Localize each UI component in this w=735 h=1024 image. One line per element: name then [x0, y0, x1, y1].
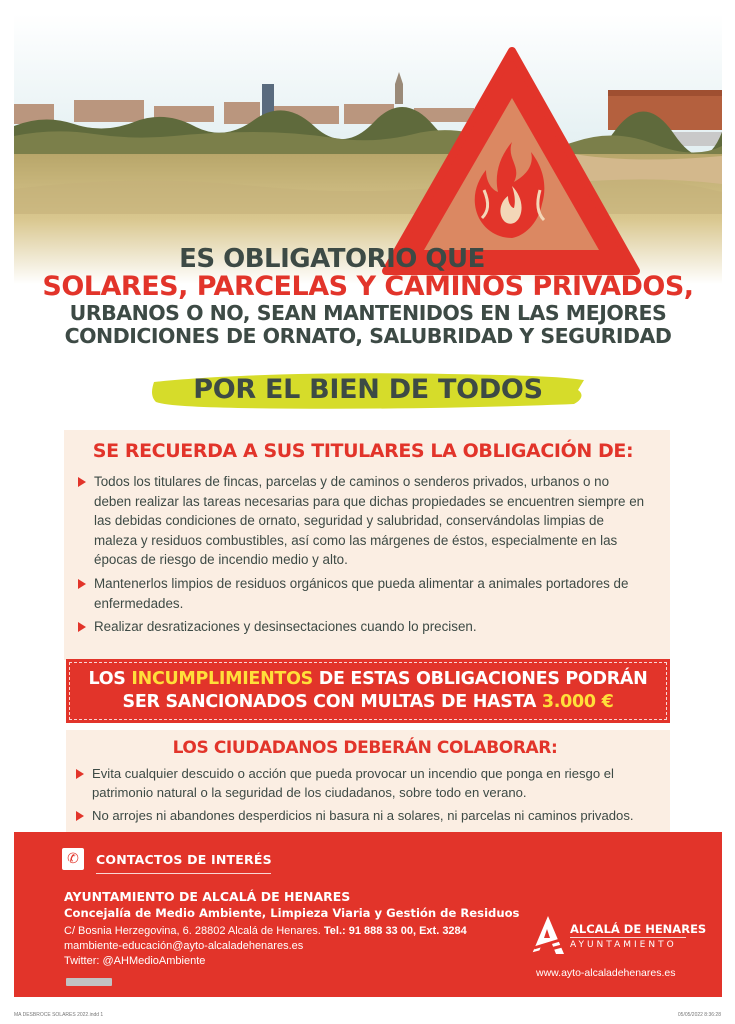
headline-line-1: ES OBLIGATORIO QUE — [179, 244, 485, 274]
print-timestamp: 05/05/2022 8:36:28 — [677, 1012, 721, 1018]
headline — [14, 246, 722, 347]
bullet-triangle-icon — [76, 769, 84, 779]
bullet-triangle-icon — [76, 811, 84, 821]
headline-line-3: URBANOS O NO, SEAN MANTENIDOS EN LAS MEJORES — [69, 301, 667, 326]
headline-line-4: CONDICIONES DE ORNATO, SALUBRIDAD Y SEGURIDAD — [64, 323, 672, 348]
list-item: No arrojes ni abandones desperdicios ni basura ni a solares, ni parcelas ni caminos privados. — [74, 806, 656, 825]
poster — [14, 14, 722, 1010]
bullet-triangle-icon — [78, 622, 86, 632]
concejalia-name: Concejalía de Medio Ambiente, Limpieza Viaria y Gestión de Residuos — [64, 906, 520, 920]
citizens-title: LOS CIUDADANOS DEBERÁN COLABORAR: — [172, 738, 558, 758]
address: C/ Bosnia Herzegovina, 6. 28802 Alcalá de Henares. Tel.: 91 888 33 00, Ext. 3284 — [64, 925, 467, 937]
bullet-triangle-icon — [78, 477, 86, 487]
phone-icon: ✆ — [62, 848, 84, 870]
sanction-banner — [66, 659, 670, 723]
divider — [96, 873, 271, 874]
small-logo — [66, 978, 112, 986]
alcala-logo-icon — [530, 914, 570, 958]
slogan-banner — [148, 368, 588, 414]
contacts-title: CONTACTOS DE INTERÉS — [96, 851, 272, 867]
reminder-title: SE RECUERDA A SUS TITULARES LA OBLIGACIÓN DE: — [92, 440, 634, 462]
footer — [14, 832, 722, 997]
highlight-incumplimientos: INCUMPLIMIENTOS — [131, 669, 313, 689]
list-item: Todos los titulares de fincas, parcelas y de caminos o senderos privados, urbanos o no deben realizar las tareas necesarias para que dichas propiedades se encuentren siempre en las debidas condiciones de ornato, seguridad y salubridad, conservándolas limpias de maleza y residuos combustibles, así como las márgenes de éstos, especialmente en las épocas de riesgo de incendio medio y alto. — [76, 472, 650, 570]
brand-subtitle: AYUNTAMIENTO — [570, 940, 677, 950]
citizens-box — [66, 730, 670, 836]
citizens-list — [74, 764, 656, 825]
list-item: Mantenerlos limpios de residuos orgánicos que pueda alimentar a animales portadores de enfermedades. — [76, 574, 650, 613]
headline-line-2: SOLARES, PARCELAS Y CAMINOS PRIVADOS, — [42, 270, 694, 302]
email-link[interactable]: mambiente-educación@ayto-alcaladehenares.es — [64, 940, 304, 952]
ayuntamiento-name: AYUNTAMIENTO DE ALCALÁ DE HENARES — [64, 889, 351, 904]
highlight-fine-amount: 3.000 € — [541, 692, 614, 712]
sanction-text: LOS INCUMPLIMIENTOS DE ESTAS OBLIGACIONES PODRÁN SER SANCIONADOS CON MULTAS DE HASTA 3.000 € — [88, 669, 648, 712]
divider — [570, 937, 686, 938]
print-slug — [0, 1010, 735, 1024]
list-item: Evita cualquier descuido o acción que pueda provocar un incendio que ponga en riesgo el patrimonio natural o la seguridad de los ciudadanos, sobre todo en verano. — [74, 764, 656, 802]
bullet-triangle-icon — [78, 579, 86, 589]
reminder-box — [64, 430, 670, 660]
reminder-list — [76, 472, 650, 637]
alcala-logo — [530, 914, 710, 974]
brand-name: ALCALÁ DE HENARES — [570, 922, 707, 936]
phone-number: Tel.: 91 888 33 00, Ext. 3284 — [323, 925, 467, 937]
twitter-link[interactable]: Twitter: @AHMedioAmbiente — [64, 955, 206, 967]
contacts-header — [62, 848, 272, 870]
print-file-name: MA DESBROCE SOLARES 2022.indd 1 — [14, 1012, 104, 1018]
website-link[interactable]: www.ayto-alcaladehenares.es — [536, 967, 676, 979]
slogan-text: POR EL BIEN DE TODOS — [193, 374, 543, 405]
list-item: Realizar desratizaciones y desinsectaciones cuando lo precisen. — [76, 617, 650, 637]
